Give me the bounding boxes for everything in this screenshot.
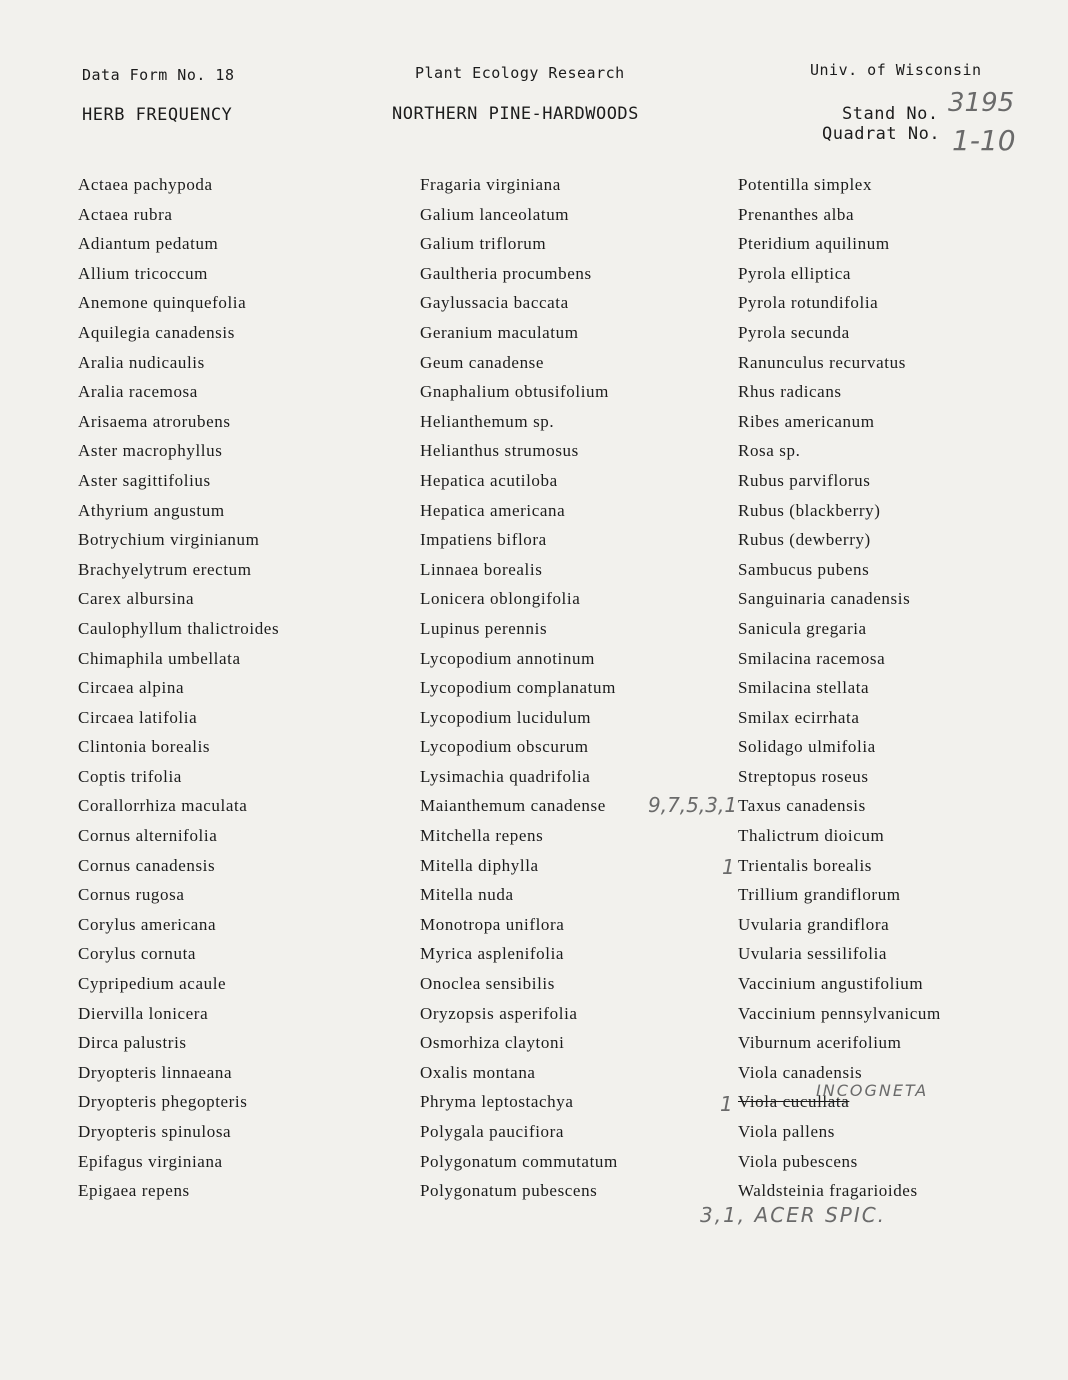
species-item: Dryopteris phegopteris bbox=[78, 1092, 248, 1112]
species-item: Gaultheria procumbens bbox=[420, 263, 592, 283]
species-item: Geum canadense bbox=[420, 352, 545, 372]
species-item: Adiantum pedatum bbox=[78, 234, 219, 254]
species-item: Linnaea borealis bbox=[420, 559, 543, 579]
species-item: Lycopodium complanatum bbox=[420, 678, 616, 698]
species-item: Mitchella repens bbox=[420, 826, 544, 846]
species-item: Maianthemum canadense bbox=[420, 796, 606, 816]
species-item: Botrychium virginianum bbox=[78, 530, 260, 550]
stand-label: Stand No. bbox=[842, 104, 939, 124]
species-item: Cornus alternifolia bbox=[78, 826, 218, 846]
species-item: Potentilla simplex bbox=[738, 175, 873, 194]
species-item: Athyrium angustum bbox=[78, 500, 225, 520]
species-item: Circaea alpina bbox=[78, 678, 185, 698]
species-item: Sanguinaria canadensis bbox=[738, 589, 911, 609]
species-item: Rubus (blackberry) bbox=[738, 500, 881, 520]
species-item: Diervilla lonicera bbox=[78, 1003, 209, 1023]
species-item: Sanicula gregaria bbox=[738, 618, 867, 638]
species-item: Epigaea repens bbox=[78, 1181, 190, 1201]
species-item: Oxalis montana bbox=[420, 1062, 536, 1082]
species-item: Uvularia grandiflora bbox=[738, 914, 890, 934]
species-item: Allium tricoccum bbox=[78, 263, 208, 283]
species-item: Monotropa uniflora bbox=[420, 914, 565, 934]
species-item: Actaea pachypoda bbox=[78, 175, 213, 194]
species-item: Lycopodium obscurum bbox=[420, 737, 589, 757]
species-item: Lycopodium lucidulum bbox=[420, 707, 592, 727]
species-item: Pteridium aquilinum bbox=[738, 234, 890, 254]
species-item: Aralia racemosa bbox=[78, 382, 198, 402]
species-item: Viola pallens bbox=[738, 1122, 835, 1141]
species-item: Trientalis borealis bbox=[738, 855, 873, 875]
species-item: Cornus canadensis bbox=[78, 855, 216, 875]
species-item: Vaccinium angustifolium bbox=[738, 974, 924, 994]
species-column-3 bbox=[738, 170, 941, 1206]
species-item: Aquilegia canadensis bbox=[78, 322, 235, 342]
species-item: Rubus (dewberry) bbox=[738, 530, 871, 550]
stand-value-handwritten: 3195 bbox=[948, 88, 1015, 118]
species-item: Clintonia borealis bbox=[78, 737, 211, 757]
community-title: NORTHERN PINE-HARDWOODS bbox=[392, 104, 639, 124]
species-item: Coptis trifolia bbox=[78, 766, 182, 786]
species-item: Polygonatum pubescens bbox=[420, 1181, 598, 1201]
acer-note: 3,1, ACER SPIC. bbox=[700, 1203, 887, 1227]
species-item: Sambucus pubens bbox=[738, 559, 870, 579]
research-label: Plant Ecology Research bbox=[415, 64, 625, 82]
quadrat-label: Quadrat No. bbox=[822, 124, 941, 144]
species-item: Geranium maculatum bbox=[420, 322, 579, 342]
species-item: Thalictrum dioicum bbox=[738, 826, 885, 846]
species-item: Circaea latifolia bbox=[78, 707, 198, 727]
species-item: Caulophyllum thalictroides bbox=[78, 618, 280, 638]
species-item: Polygonatum commutatum bbox=[420, 1151, 618, 1171]
species-item: Oryzopsis asperifolia bbox=[420, 1003, 578, 1023]
species-item: Viola canadensis bbox=[738, 1062, 863, 1082]
species-item: Smilacina stellata bbox=[738, 678, 870, 698]
species-item: Ribes americanum bbox=[738, 411, 875, 431]
species-item: Fragaria virginiana bbox=[420, 175, 561, 194]
species-column-1 bbox=[78, 170, 279, 1206]
species-item: Myrica asplenifolia bbox=[420, 944, 565, 964]
viola-frequency-note: 1 bbox=[720, 1092, 733, 1116]
university-label: Univ. of Wisconsin bbox=[810, 61, 982, 79]
species-item: Aster macrophyllus bbox=[78, 441, 223, 461]
species-item: Dryopteris spinulosa bbox=[78, 1122, 232, 1141]
species-item: Pyrola elliptica bbox=[738, 263, 851, 283]
species-item: Solidago ulmifolia bbox=[738, 737, 876, 757]
species-item: Aster sagittifolius bbox=[78, 470, 211, 490]
species-item: Cypripedium acaule bbox=[78, 974, 227, 994]
species-item: Waldsteinia fragarioides bbox=[738, 1181, 918, 1201]
species-item: Rhus radicans bbox=[738, 382, 842, 402]
species-item: Streptopus roseus bbox=[738, 766, 869, 786]
species-item: Rosa sp. bbox=[738, 441, 801, 461]
species-item: Taxus canadensis bbox=[738, 796, 866, 816]
species-item-struck: Viola cucullata bbox=[738, 1092, 850, 1112]
species-item: Gaylussacia baccata bbox=[420, 293, 569, 313]
quadrat-value-handwritten: 1-10 bbox=[952, 124, 1016, 157]
species-item: Osmorhiza claytoni bbox=[420, 1033, 565, 1053]
species-item: Lupinus perennis bbox=[420, 618, 548, 638]
taxus-frequency-note: 9,7,5,3,1 bbox=[648, 793, 738, 817]
species-item: Pyrola secunda bbox=[738, 322, 850, 342]
species-item: Onoclea sensibilis bbox=[420, 974, 555, 994]
species-item: Smilax ecirrhata bbox=[738, 707, 860, 727]
page-title: HERB FREQUENCY bbox=[82, 105, 233, 125]
species-item: Ranunculus recurvatus bbox=[738, 352, 906, 372]
species-item: Uvularia sessilifolia bbox=[738, 944, 888, 964]
species-item: Impatiens biflora bbox=[420, 530, 547, 550]
species-item: Aralia nudicaulis bbox=[78, 352, 205, 372]
species-item: Cornus rugosa bbox=[78, 885, 185, 905]
species-item: Mitella diphylla bbox=[420, 855, 539, 875]
species-item: Dryopteris linnaeana bbox=[78, 1062, 233, 1082]
species-item: Rubus parviflorus bbox=[738, 470, 871, 490]
species-item: Viburnum acerifolium bbox=[738, 1033, 902, 1053]
species-item: Hepatica americana bbox=[420, 500, 566, 520]
species-item: Anemone quinquefolia bbox=[78, 293, 247, 313]
species-item: Prenanthes alba bbox=[738, 204, 855, 224]
species-item: Brachyelytrum erectum bbox=[78, 559, 252, 579]
trientalis-frequency-note: 1 bbox=[722, 855, 735, 879]
species-item: Lonicera oblongifolia bbox=[420, 589, 581, 609]
species-item: Corylus cornuta bbox=[78, 944, 197, 964]
species-item: Galium triflorum bbox=[420, 234, 547, 254]
species-item: Mitella nuda bbox=[420, 885, 514, 905]
species-item: Lysimachia quadrifolia bbox=[420, 766, 591, 786]
species-column-2 bbox=[420, 170, 618, 1206]
species-item: Actaea rubra bbox=[78, 204, 173, 224]
species-item: Smilacina racemosa bbox=[738, 648, 886, 668]
species-item: Helianthemum sp. bbox=[420, 411, 555, 431]
species-item: Epifagus virginiana bbox=[78, 1151, 223, 1171]
species-item: Carex albursina bbox=[78, 589, 195, 609]
species-item: Galium lanceolatum bbox=[420, 204, 570, 224]
species-item: Pyrola rotundifolia bbox=[738, 293, 879, 313]
species-item: Gnaphalium obtusifolium bbox=[420, 382, 609, 402]
species-item: Corylus americana bbox=[78, 914, 217, 934]
viola-correction-note: INCOGNETA bbox=[816, 1081, 929, 1100]
species-item: Corallorrhiza maculata bbox=[78, 796, 248, 816]
species-item: Vaccinium pennsylvanicum bbox=[738, 1003, 941, 1023]
species-item: Phryma leptostachya bbox=[420, 1092, 574, 1112]
form-number: Data Form No. 18 bbox=[82, 66, 235, 84]
species-item: Polygala paucifiora bbox=[420, 1122, 565, 1141]
species-item: Arisaema atrorubens bbox=[78, 411, 231, 431]
species-item: Hepatica acutiloba bbox=[420, 470, 558, 490]
species-item: Trillium grandiflorum bbox=[738, 885, 901, 905]
species-item: Viola pubescens bbox=[738, 1151, 858, 1171]
species-item: Dirca palustris bbox=[78, 1033, 187, 1053]
species-item: Lycopodium annotinum bbox=[420, 648, 595, 668]
species-item: Helianthus strumosus bbox=[420, 441, 579, 461]
species-item: Chimaphila umbellata bbox=[78, 648, 241, 668]
